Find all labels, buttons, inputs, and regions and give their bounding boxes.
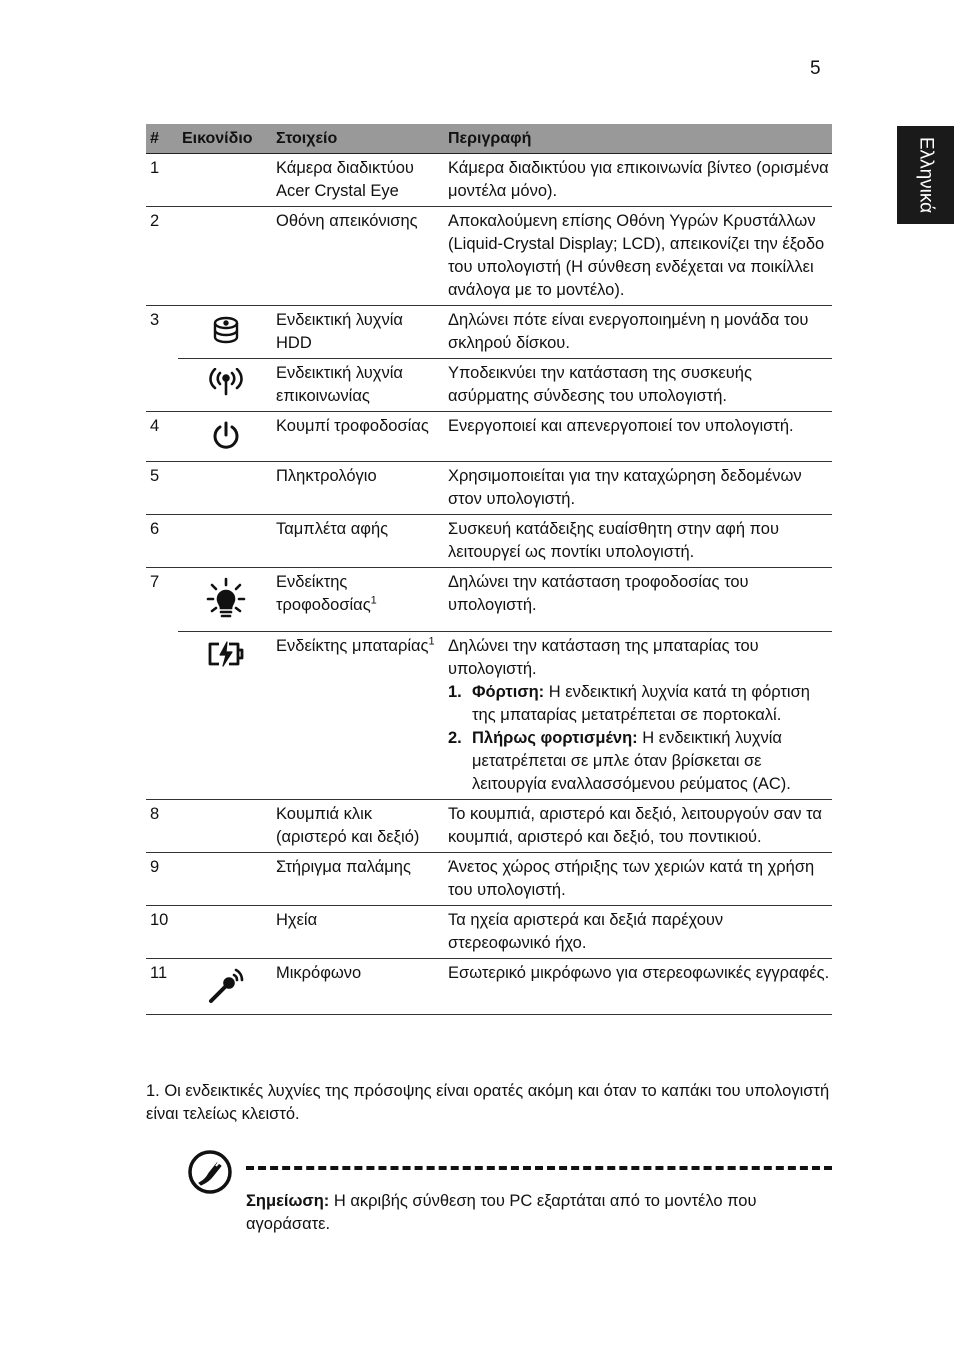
row-number: 7 — [150, 573, 160, 591]
row-icon-cell — [178, 462, 272, 515]
wireless-icon — [208, 368, 244, 396]
note-body: Η ακριβής σύνθεση του PC εξαρτάται από το μοντέλο που αγοράσατε. — [246, 1192, 757, 1233]
header-num: # — [146, 124, 178, 154]
row-number: 4 — [146, 412, 178, 462]
table-row — [146, 959, 832, 1015]
row-description: Τα ηχεία αριστερά και δεξιά παρέχουν στερεοφωνικό ήχο. — [444, 906, 832, 959]
table-row — [146, 515, 832, 568]
row-item-text: Ενδείκτης τροφοδοσίας — [276, 573, 371, 614]
row-icon-cell — [178, 853, 272, 906]
table-row — [146, 568, 832, 632]
page-number: 5 — [810, 58, 821, 79]
row-item: Οθόνη απεικόνισης — [272, 207, 444, 306]
table-row — [146, 412, 832, 462]
row-description-text: Δηλώνει την κατάσταση της μπαταρίας του υπολογιστή. — [448, 637, 759, 678]
power-icon — [211, 421, 241, 451]
language-tab-label: Ελληνικά — [915, 136, 936, 214]
row-icon-cell — [178, 412, 272, 462]
row-number: 2 — [146, 207, 178, 306]
list-item — [448, 727, 830, 796]
footnote-ref: 1 — [428, 635, 435, 648]
row-icon-cell — [178, 154, 272, 207]
row-icon-cell — [178, 906, 272, 959]
table-row — [146, 800, 832, 853]
header-icon: Εικονίδιο — [178, 124, 272, 154]
table-row — [146, 306, 832, 359]
battery-icon — [207, 641, 245, 667]
hdd-icon — [212, 315, 240, 345]
row-item: Ταμπλέτα αφής — [272, 515, 444, 568]
row-description: Άνετος χώρος στήριξης των χεριών κατά τη χρήση του υπολογιστή. — [444, 853, 832, 906]
list-number: 2. — [448, 729, 462, 747]
table-row — [146, 632, 832, 800]
row-item: Ηχεία — [272, 906, 444, 959]
row-description: Αποκαλούμενη επίσης Οθόνη Υγρών Κρυστάλλων (Liquid-Crystal Display; LCD), απεικονίζει την έξοδο του υπολογιστή (Η σύνθεση ενδέχεται να ποικίλλει ανάλογα με το μοντέλο). — [444, 207, 832, 306]
row-description: Κάμερα διαδικτύου για επικοινωνία βίντεο (ορισμένα μοντέλα μόνο). — [444, 154, 832, 207]
row-item — [272, 632, 444, 800]
list-item — [448, 681, 830, 727]
components-table — [146, 124, 832, 1015]
header-description: Περιγραφή — [444, 124, 832, 154]
row-item: Μικρόφωνο — [272, 959, 444, 1015]
row-icon-cell — [178, 515, 272, 568]
row-description: Συσκευή κατάδειξης ευαίσθητη στην αφή που λειτουργεί ως ποντίκι υπολογιστή. — [444, 515, 832, 568]
row-number: 9 — [146, 853, 178, 906]
list-label: Πλήρως φορτισμένη: — [472, 729, 638, 747]
row-icon-cell — [178, 306, 272, 359]
row-item-text: Ενδείκτης μπαταρίας — [276, 637, 429, 655]
row-number: 3 — [150, 311, 160, 329]
language-tab — [897, 126, 954, 224]
table-row — [146, 359, 832, 412]
row-item: Ενδεικτική λυχνία HDD — [272, 306, 444, 359]
table-row — [146, 853, 832, 906]
row-description: Ενεργοποιεί και απενεργοποιεί τον υπολογιστή. — [444, 412, 832, 462]
row-icon-cell — [178, 359, 272, 412]
microphone-icon — [207, 968, 245, 1004]
list-label: Φόρτιση: — [472, 683, 545, 701]
header-item: Στοιχείο — [272, 124, 444, 154]
row-description: Υποδεικνύει την κατάσταση της συσκευής ασύρματης σύνδεσης του υπολογιστή. — [444, 359, 832, 412]
row-icon-cell — [178, 959, 272, 1015]
row-item: Πληκτρολόγιο — [272, 462, 444, 515]
table-row — [146, 906, 832, 959]
table-row — [146, 207, 832, 306]
row-number: 5 — [146, 462, 178, 515]
row-number: 6 — [146, 515, 178, 568]
footnote-ref: 1 — [370, 594, 377, 607]
table-row — [146, 462, 832, 515]
note-icon — [187, 1149, 233, 1202]
row-item: Κουμπί τροφοδοσίας — [272, 412, 444, 462]
row-item: Κουμπιά κλικ (αριστερό και δεξιό) — [272, 800, 444, 853]
row-description: Χρησιμοποιείται για την καταχώρηση δεδομένων στον υπολογιστή. — [444, 462, 832, 515]
row-icon-cell — [178, 800, 272, 853]
row-icon-cell — [178, 568, 272, 632]
row-number — [146, 632, 178, 800]
row-item: Κάμερα διαδικτύου Acer Crystal Eye — [272, 154, 444, 207]
list-text: Η ενδεικτική λυχνία κατά τη φόρτιση της μπαταρίας μετατρέπεται σε πορτοκαλί. — [472, 683, 810, 724]
row-icon-cell — [178, 632, 272, 800]
note — [246, 1190, 836, 1236]
list-text: Η ενδεικτική λυχνία μετατρέπεται σε μπλε όταν βρίσκεται σε λειτουργία εναλλασσόμενου ρεύματος (AC). — [472, 729, 791, 793]
row-description: Εσωτερικό μικρόφωνο για στερεοφωνικές εγγραφές. — [444, 959, 832, 1015]
row-description: Το κουμπιά, αριστερό και δεξιό, λειτουργούν σαν τα κουμπιά, αριστερό και δεξιό, του ποντικιού. — [444, 800, 832, 853]
row-description: Δηλώνει την κατάσταση τροφοδοσίας του υπολογιστή. — [444, 568, 832, 632]
list-number: 1. — [448, 683, 462, 701]
row-item: Ενδεικτική λυχνία επικοινωνίας — [272, 359, 444, 412]
note-label: Σημείωση: — [246, 1192, 330, 1210]
row-number: 1 — [146, 154, 178, 207]
row-description — [444, 632, 832, 800]
power-indicator-icon — [206, 577, 246, 621]
row-number — [146, 359, 178, 412]
row-item — [272, 568, 444, 632]
note-divider — [246, 1166, 832, 1170]
battery-states-list — [448, 681, 830, 796]
row-number: 10 — [146, 906, 178, 959]
footnote: 1. Οι ενδεικτικές λυχνίες της πρόσοψης είναι ορατές ακόμη και όταν το καπάκι του υπολογιστή είναι τελείως κλειστό. — [146, 1082, 830, 1123]
row-description: Δηλώνει πότε είναι ενεργοποιημένη η μονάδα του σκληρού δίσκου. — [444, 306, 832, 359]
row-icon-cell — [178, 207, 272, 306]
row-item: Στήριγμα παλάμης — [272, 853, 444, 906]
table-row — [146, 154, 832, 207]
row-number: 8 — [146, 800, 178, 853]
row-number: 11 — [146, 959, 178, 1015]
table-header-row — [146, 124, 832, 154]
